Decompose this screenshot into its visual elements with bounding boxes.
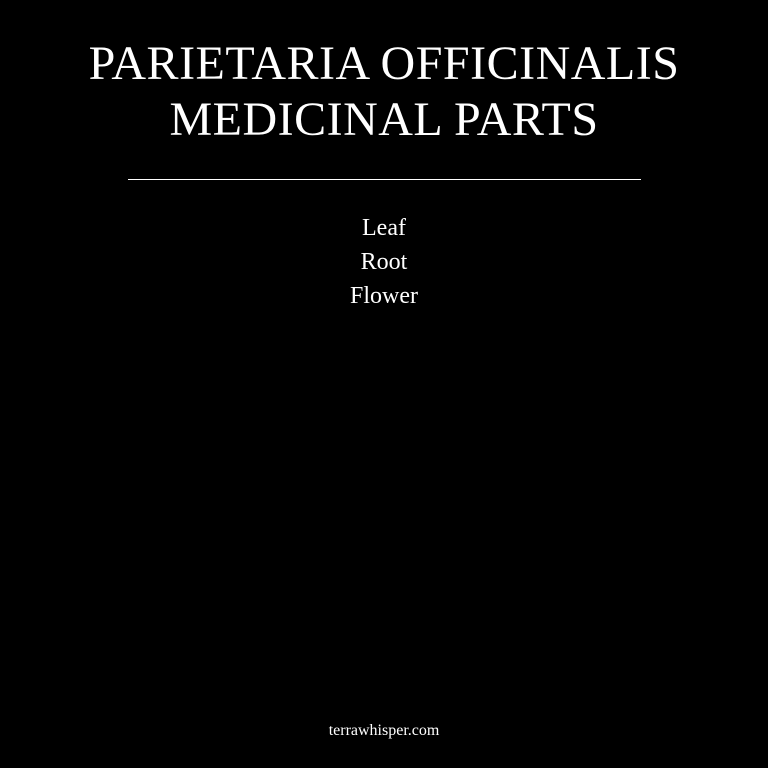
- list-item: Root: [360, 249, 408, 275]
- title-divider: [128, 179, 641, 180]
- title-line-2: MEDICINAL PARTS: [169, 93, 599, 146]
- page-title: [0, 36, 768, 148]
- medicinal-parts-list: [0, 211, 768, 313]
- list-item: Flower: [350, 283, 418, 309]
- title-line-1: PARIETARIA OFFICINALIS: [88, 37, 680, 90]
- list-item: Leaf: [362, 215, 406, 241]
- site-credit: terrawhisper.com: [328, 722, 440, 739]
